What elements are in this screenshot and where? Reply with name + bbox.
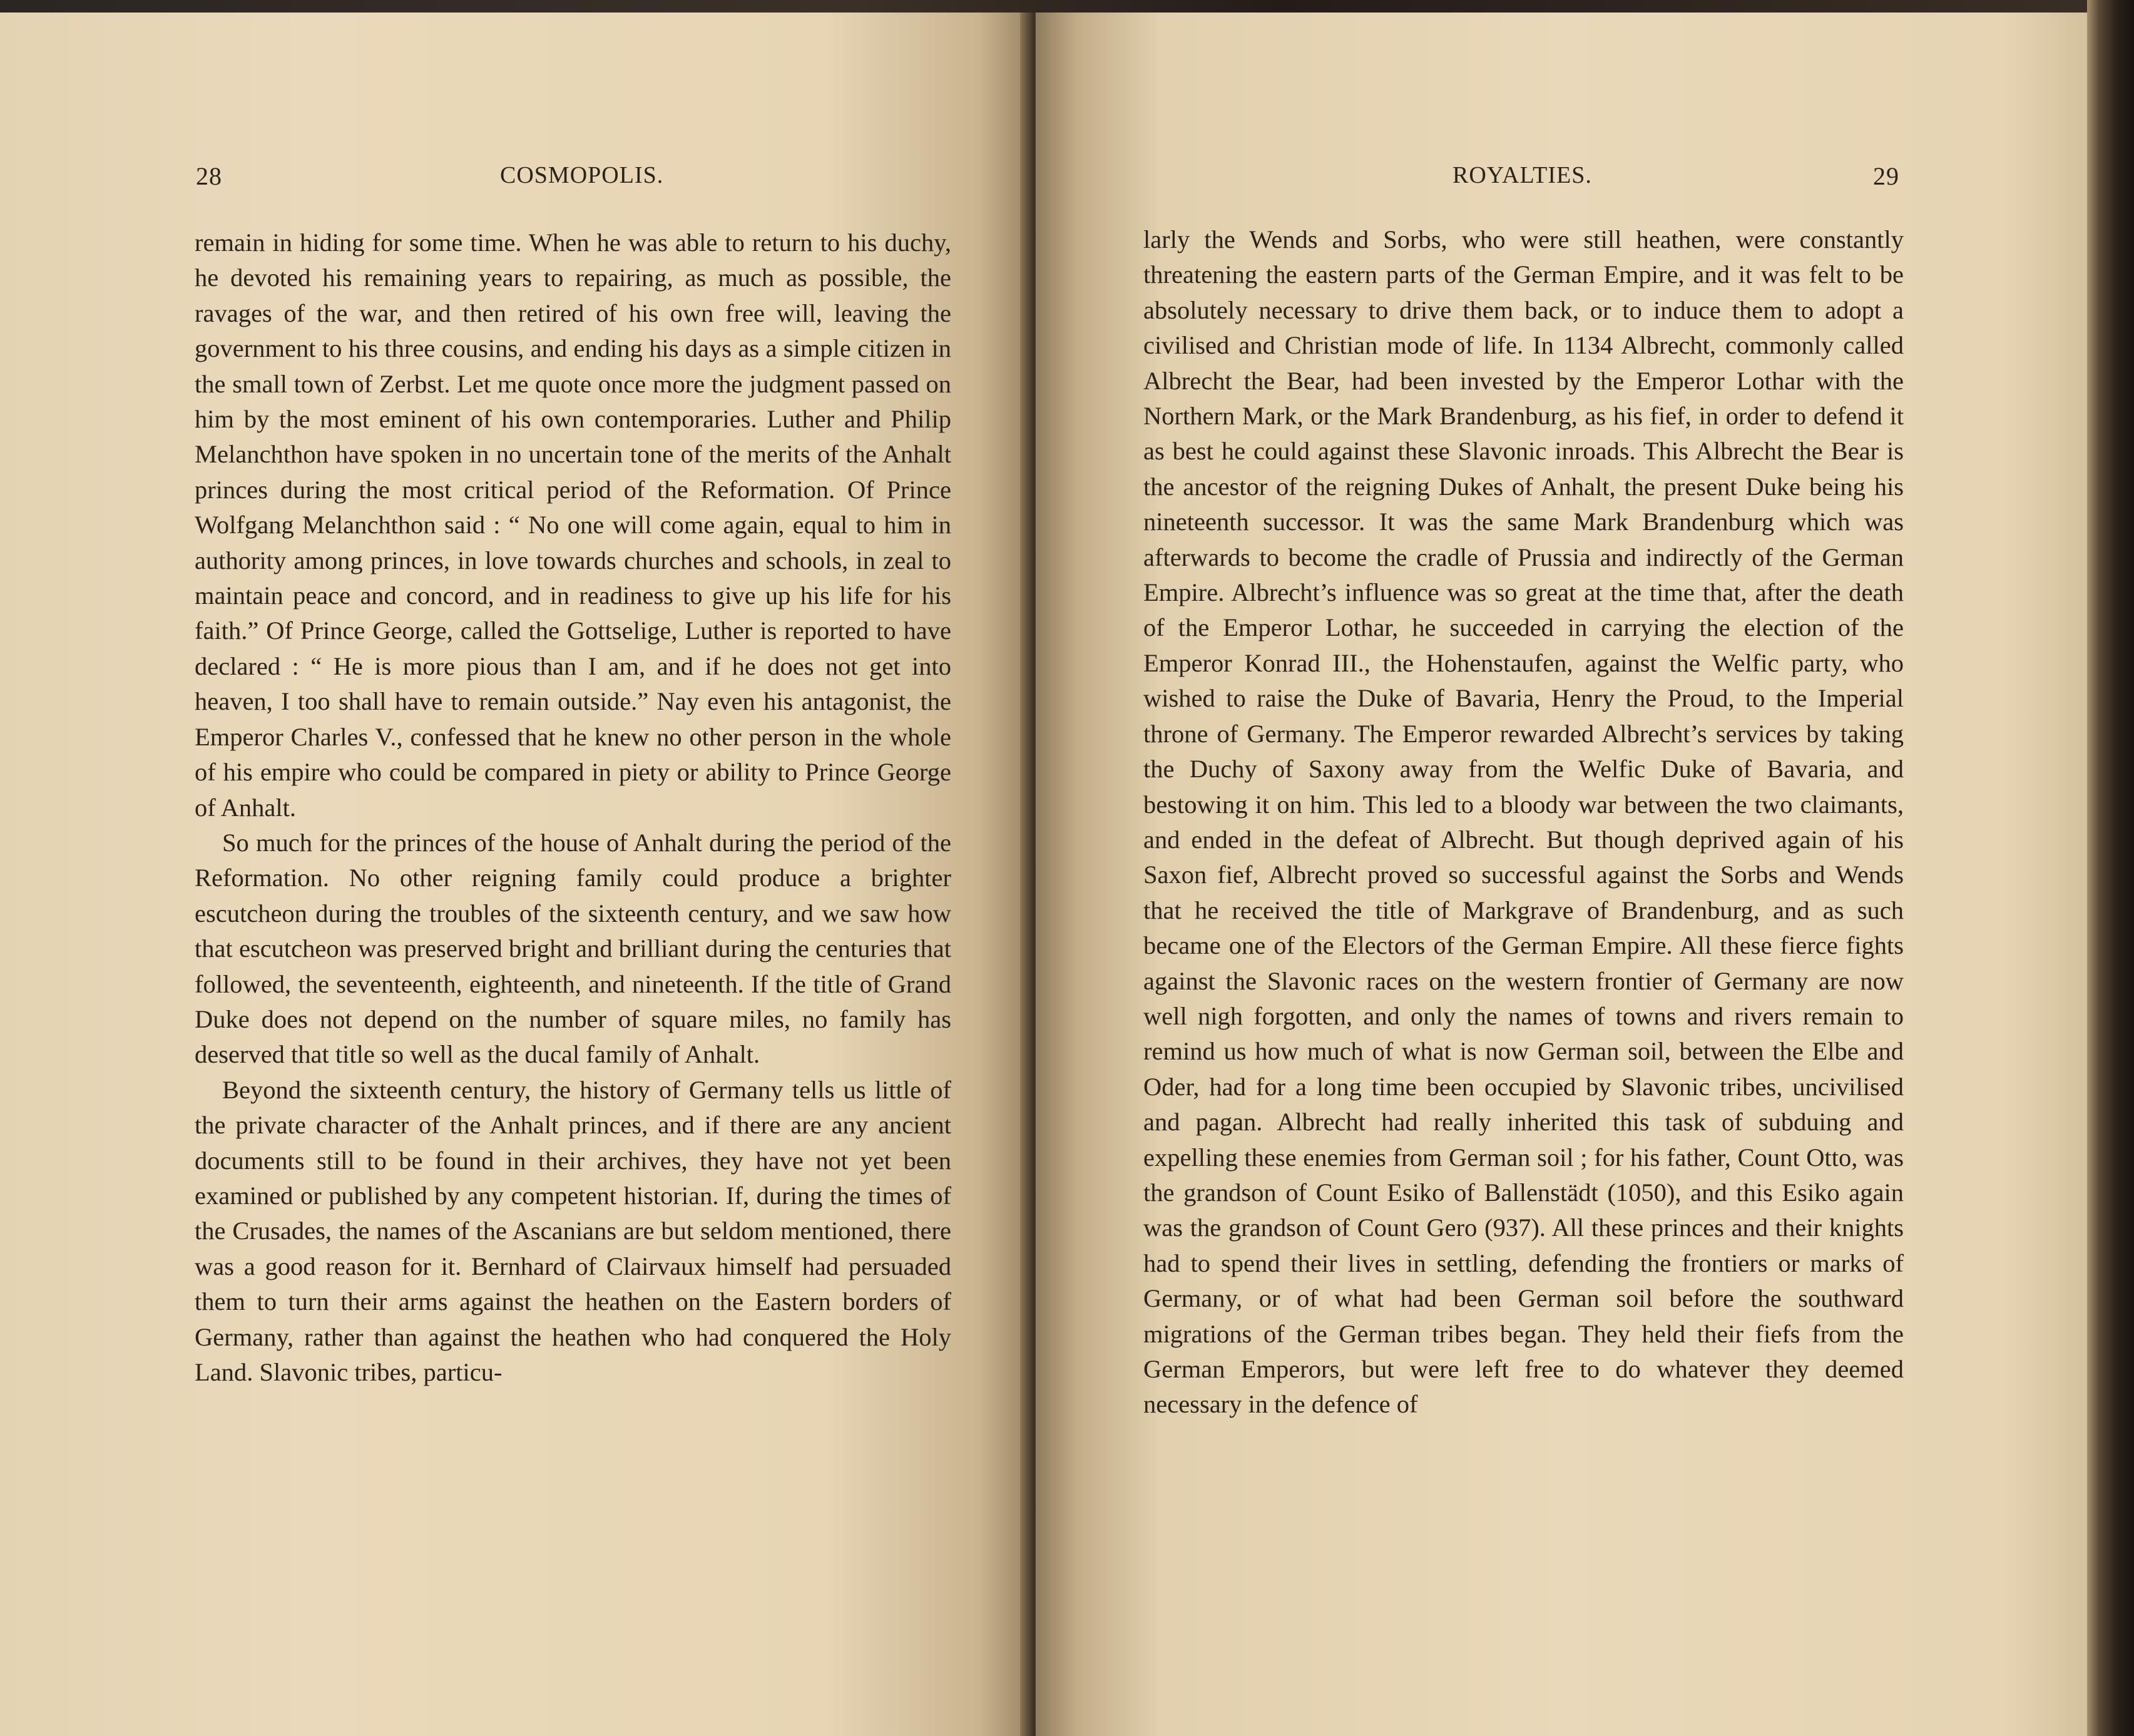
left-paragraph-3: Beyond the sixteenth century, the history of Germany tells us little of the private character of the Anhalt princes, and if there are any ancient documents still to be found in their archives, they have not yet been examined or published by any competent historian. If, during the times of the Crusades, the names of the Ascanians are but seldom mentioned, there was a good reason for it. Bernhard of Clairvaux himself had persuaded them to turn their arms against the heathen on the Eastern borders of Germany, rather than against the heathen who had conquered the Holy Land. Slavonic tribes, particu- — [195, 1075, 951, 1386]
left-paragraph-1: remain in hiding for some time. When he was able to return to his duchy, he devoted his remaining years to repairing, as much as possible, the ravages of the war, and then retired of his own free will, leaving the government to his three cousins, and ending his days as a simple citizen in the small town of Zerbst. Let me quote once more the judgment passed on him by the most eminent of his own contemporaries. Luther and Philip Melanchthon have spoken in no uncertain tone of the merits of the Anhalt princes during the most critical period of the Reformation. Of Prince Wolfgang Melanchthon said : “ No one will come again, equal to him in authority among princes, in love towards churches and schools, in zeal to maintain peace and concord, and in readiness to give up his life for his faith.” Of Prince George, called the Gottselige, Luther is reported to have declared : “ He is more pious than I am, and if he does not get into heaven, I too shall have to remain outside.” Nay even his antagonist, the Emperor Charles V., confessed that he knew no other person in the whole of his empire who could be compared in piety or ability to Prince George of Anhalt. — [195, 228, 951, 822]
right-text-block — [1143, 222, 1904, 1422]
left-text-block — [195, 225, 951, 1390]
right-page — [1036, 13, 2087, 1736]
right-running-title: ROYALTIES. — [1452, 162, 1592, 188]
right-paragraph-1: larly the Wends and Sorbs, who were still heathen, were constantly threatening the eastern parts of the German Empire, and it was felt to be absolutely necessary to drive them back, or to induce them to adopt a civilised and Christian mode of life. In 1134 Albrecht, commonly called Albrecht the Bear, had been invested by the Emperor Lothar with the Northern Mark, or the Mark Brandenburg, as his fief, in order to defend it as best he could against these Slavonic inroads. This Albrecht the Bear is the ancestor of the reigning Dukes of Anhalt, the present Duke being his nineteenth successor. It was the same Mark Brandenburg which was afterwards to become the cradle of Prussia and indirectly of the German Empire. Albrecht’s influence was so great at the time that, after the death of the Emperor Lothar, he succeeded in carrying the election of the Emperor Konrad III., the Hohenstaufen, against the Welfic party, who wished to raise the Duke of Bavaria, Henry the Proud, to the Imperial throne of Germany. The Emperor rewarded Albrecht’s services by taking the Duchy of Saxony away from the Welfic Duke of Bavaria, and bestowing it on him. This led to a bloody war between the two claimants, and ended in the defeat of Albrecht. But though deprived again of his Saxon fief, Albrecht proved so successful against the Sorbs and Wends that he received the title of Markgrave of Brandenburg, and as such became one of the Electors of the German Empire. All these fierce fights against the Slavonic races on the western frontier of Germany are now well nigh forgotten, and only the names of towns and rivers remain to remind us how much of what is now German soil, between the Elbe and Oder, had for a long time been occupied by Slavonic tribes, uncivilised and pagan. Albrecht had really inherited this task of subduing and expelling these enemies from German soil ; for his father, Count Otto, was the grandson of Count Esiko of Ballenstädt (1050), and this Esiko again was the grandson of Count Gero (937). All these princes and their knights had to spend their lives in settling, defending the frontiers or marks of Germany, or of what had been German soil before the southward migrations of the German tribes began. They held their fiefs from the German Emperors, but were left free to do whatever they deemed necessary in the defence of — [1143, 225, 1904, 1419]
left-page-number: 28 — [196, 162, 222, 190]
left-paragraph-2: So much for the princes of the house of Anhalt during the period of the Reformation. No other reigning family could produce a brighter escutcheon during the troubles of the sixteenth century, and we saw how that escutcheon was preserved bright and brilliant during the centuries that followed, the seventeenth, eighteenth, and nineteenth. If the title of Grand Duke does not depend on the number of square miles, no family has deserved that title so well as the ducal family of Anhalt. — [195, 828, 951, 1069]
right-page-number: 29 — [1873, 162, 1899, 190]
book-right-edge — [2087, 0, 2134, 1736]
left-running-title: COSMOPOLIS. — [500, 162, 664, 188]
left-page — [0, 13, 1029, 1736]
